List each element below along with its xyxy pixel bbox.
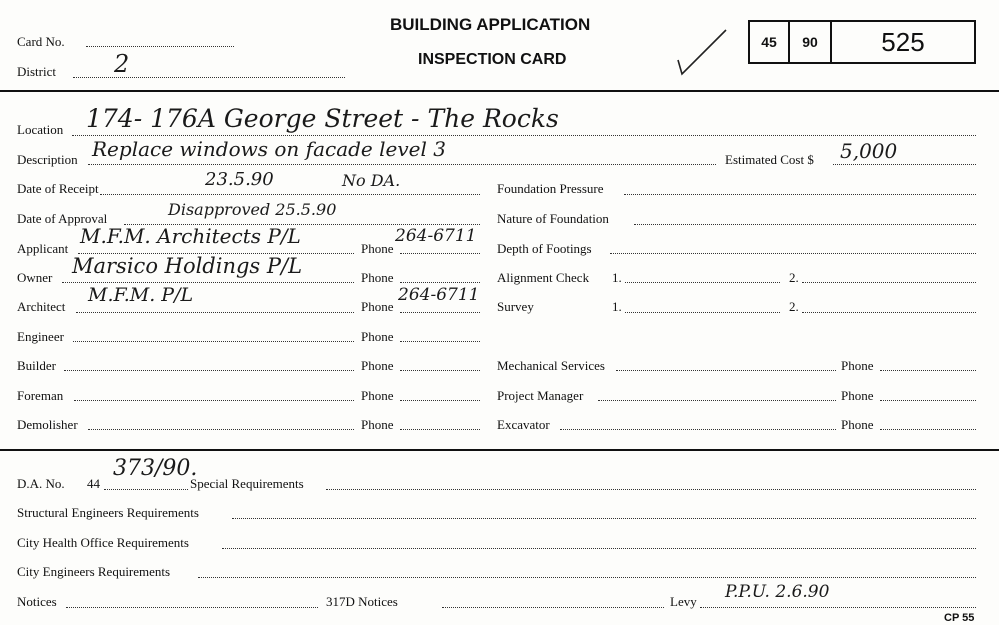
demolisher-label: Demolisher [17,417,78,432]
levy-value: P.P.U. 2.6.90 [725,582,830,602]
survey-2-line [802,312,976,313]
depth-of-footings-label: Depth of Footings [497,241,592,256]
da-prefix: 44 [87,476,100,491]
project-manager-label: Project Manager [497,388,584,403]
card-no-label: Card No. [17,34,65,49]
notices-317d-label: 317D Notices [326,594,398,609]
structural-requirements-label: Structural Engineers Requirements [17,505,199,520]
owner-label: Owner [17,270,53,285]
description-value: Replace windows on facade level 3 [92,137,446,161]
estimated-cost-value: 5,000 [840,139,898,163]
builder-label: Builder [17,358,56,373]
mechanical-services-line [616,370,836,371]
owner-phone-line [400,282,480,283]
box-90: 90 [788,20,832,64]
applicant-label: Applicant [17,241,69,256]
box-card-number: 525 [830,20,976,64]
district-label: District [17,64,56,79]
engineer-label: Engineer [17,329,64,344]
excavator-line [560,429,836,430]
architect-line [76,312,354,313]
receipt-note: No DA. [342,171,401,190]
location-line [72,135,976,136]
applicant-value: M.F.M. Architects P/L [80,224,301,248]
special-requirements-label: Special Requirements [190,476,304,491]
architect-phone-value: 264-6711 [398,285,480,305]
demolisher-line [88,429,354,430]
location-value: 174- 176A George Street - The Rocks [86,104,559,133]
mechanical-services-phone-line [880,370,976,371]
mechanical-services-phone-label: Phone [841,358,874,373]
builder-phone-line [400,370,480,371]
nature-of-foundation-label: Nature of Foundation [497,211,609,226]
demolisher-phone-label: Phone [361,417,394,432]
location-label: Location [17,122,64,137]
foreman-phone-label: Phone [361,388,394,403]
check-mark-icon [670,26,730,78]
applicant-phone-line [400,253,480,254]
engineer-line [73,341,354,342]
form-code: CP 55 [944,612,975,624]
survey-1-line [625,312,780,313]
owner-phone-label: Phone [361,270,394,285]
alignment-check-label: Alignment Check [497,270,590,285]
date-of-receipt-value: 23.5.90 [205,169,274,190]
nature-of-foundation-line [634,224,976,225]
alignment-check-1-line [625,282,780,283]
project-manager-phone-line [880,400,976,401]
estimated-cost-line [833,164,976,165]
excavator-phone-label: Phone [841,417,874,432]
da-value: 373/90. [113,456,198,481]
project-manager-line [598,400,836,401]
engineer-phone-label: Phone [361,329,394,344]
survey-1-label: 1. [612,299,622,314]
date-of-approval-label: Date of Approval [17,211,108,226]
excavator-phone-line [880,429,976,430]
applicant-phone-value: 264-6711 [395,226,477,246]
applicant-phone-label: Phone [361,241,394,256]
survey-label: Survey [497,299,534,314]
architect-value: M.F.M. P/L [88,284,194,306]
description-label: Description [17,152,78,167]
estimated-cost-label: Estimated Cost $ [725,152,814,167]
notices-317d-line [442,607,664,608]
builder-line [64,370,354,371]
owner-value: Marsico Holdings P/L [72,254,303,278]
foundation-pressure-label: Foundation Pressure [497,181,604,196]
special-requirements-line [326,489,976,490]
da-no-label: D.A. No. [17,476,65,491]
date-of-approval-value: Disapproved 25.5.90 [168,200,337,219]
survey-2-label: 2. [789,299,799,314]
architect-label: Architect [17,299,66,314]
structural-requirements-line [232,518,976,519]
box-45: 45 [748,20,790,64]
builder-phone-label: Phone [361,358,394,373]
alignment-check-1-label: 1. [612,270,622,285]
architect-phone-line [400,312,480,313]
header-divider [0,90,999,92]
description-line [88,164,716,165]
date-of-receipt-line [100,194,480,195]
project-manager-phone-label: Phone [841,388,874,403]
engineer-phone-line [400,341,480,342]
notices-label: Notices [17,594,57,609]
owner-line [62,282,354,283]
health-office-requirements-label: City Health Office Requirements [17,535,189,550]
architect-phone-label: Phone [361,299,394,314]
mechanical-services-label: Mechanical Services [497,358,605,373]
date-of-receipt-label: Date of Receipt [17,181,99,196]
levy-label: Levy [670,594,697,609]
depth-of-footings-line [610,253,976,254]
city-engineers-requirements-label: City Engineers Requirements [17,564,171,579]
da-no-line [104,489,188,490]
health-office-requirements-line [222,548,976,549]
excavator-label: Excavator [497,417,550,432]
bottom-section-divider [0,449,999,451]
alignment-check-2-line [802,282,976,283]
foundation-pressure-line [624,194,976,195]
city-engineers-requirements-line [198,577,976,578]
foreman-line [74,400,354,401]
demolisher-phone-line [400,429,480,430]
title-line1: BUILDING APPLICATION [390,15,591,34]
levy-line [700,607,976,608]
notices-line [66,607,318,608]
foreman-label: Foreman [17,388,64,403]
district-value: 2 [114,50,130,78]
alignment-check-2-label: 2. [789,270,799,285]
foreman-phone-line [400,400,480,401]
title-line2: INSPECTION CARD [418,51,567,68]
card-no-line [86,46,234,47]
